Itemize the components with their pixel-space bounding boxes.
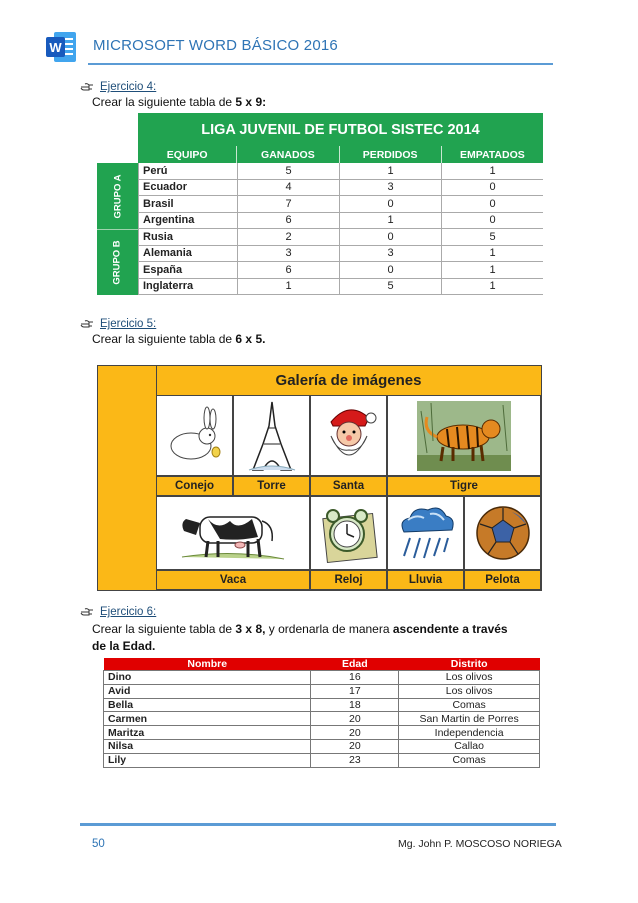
instruction-emphasis: ascendente a través [392,622,508,636]
lost-cell: 0 [339,196,441,212]
age-cell: 20 [311,712,399,726]
table-row [104,698,540,712]
draw-cell: 0 [441,213,543,229]
word-logo-icon [44,30,78,64]
won-cell: 3 [237,246,339,262]
table-row [138,229,543,246]
lost-cell: 1 [339,213,441,229]
santa-icon [317,400,381,472]
label-pelota: Pelota [464,570,541,590]
instruction-text: Crear la siguiente tabla de [92,622,236,636]
name-cell: Maritza [104,726,311,740]
won-cell: 7 [237,196,339,212]
table-row [138,262,543,279]
exercise4-heading-text: Ejercicio 4: [100,81,157,93]
label-conejo: Conejo [156,476,233,496]
won-cell: 5 [237,163,339,179]
label-lluvia: Lluvia [387,570,464,590]
name-cell: Nilsa [104,739,311,753]
draw-cell: 1 [441,163,543,179]
league-table-title: LIGA JUVENIL DE FUTBOL SISTEC 2014 [138,113,543,146]
col-nombre: Nombre [104,658,311,671]
footer-rule [80,823,556,826]
instruction-text: Crear la siguiente tabla de [92,332,236,346]
col-empatados: EMPATADOS [441,146,543,163]
table-row [138,196,543,213]
rain-image [387,496,464,570]
table-row [138,279,543,296]
soccer-ball-icon [472,502,534,564]
table-row [104,712,540,726]
name-cell: Bella [104,698,311,712]
team-cell: España [138,262,237,278]
district-cell: Los olivos [399,671,540,685]
age-cell: 20 [311,739,399,753]
district-cell: Comas [399,753,540,767]
instruction-size: 5 x 9: [235,95,267,109]
district-cell: Callao [399,739,540,753]
students-table-body [104,671,540,768]
exercise6-instruction [92,621,552,655]
students-table [103,658,540,768]
students-table-header [104,658,540,671]
table-row [138,163,543,180]
logo-letter: W [49,40,62,55]
group-b-label [97,229,138,295]
age-cell: 17 [311,684,399,698]
draw-cell: 1 [441,279,543,295]
group-a-text: GRUPO A [112,174,124,218]
table-row [104,739,540,753]
lost-cell: 3 [339,246,441,262]
group-a-label [97,163,138,229]
instruction-size: 3 x 8, [235,622,266,636]
table-row [138,180,543,197]
draw-cell: 1 [441,246,543,262]
col-edad: Edad [311,658,399,671]
exercise5-heading-text: Ejercicio 5: [100,318,157,330]
won-cell: 6 [237,213,339,229]
label-vaca: Vaca [156,570,310,590]
team-cell: Rusia [138,229,237,245]
draw-cell: 0 [441,180,543,196]
district-cell: San Martin de Porres [399,712,540,726]
exercise4-heading [80,81,156,93]
team-cell: Brasil [138,196,237,212]
won-cell: 6 [237,262,339,278]
footer-author: Mg. John P. MOSCOSO NORIEGA [398,838,562,850]
pointing-hand-icon [80,82,94,92]
pointing-hand-icon [80,607,94,617]
draw-cell: 5 [441,229,543,245]
age-cell: 23 [311,753,399,767]
draw-cell: 1 [441,262,543,278]
age-cell: 16 [311,671,399,685]
district-cell: Los olivos [399,684,540,698]
team-cell: Alemania [138,246,237,262]
clock-image [310,496,387,570]
rabbit-image [156,395,233,476]
table-row [138,213,543,230]
label-santa: Santa [310,476,387,496]
tiger-image [387,395,541,476]
won-cell: 4 [237,180,339,196]
football-league-table [97,113,543,295]
league-table-header [138,146,543,163]
tiger-icon [417,401,511,471]
label-reloj: Reloj [310,570,387,590]
lost-cell: 5 [339,279,441,295]
name-cell: Carmen [104,712,311,726]
table-row [104,684,540,698]
label-tigre: Tigre [387,476,541,496]
santa-image [310,395,387,476]
team-cell: Argentina [138,213,237,229]
label-torre: Torre [233,476,310,496]
lost-cell: 3 [339,180,441,196]
cow-icon [178,501,288,565]
rain-cloud-icon [394,502,458,564]
district-cell: Comas [399,698,540,712]
alarm-clock-icon [317,502,381,564]
header-title: MICROSOFT WORD BÁSICO 2016 [93,37,338,54]
col-equipo: EQUIPO [166,148,208,161]
league-table-body [138,163,543,295]
col-ganados: GANADOS [236,146,338,163]
table-row [104,753,540,767]
age-cell: 18 [311,698,399,712]
exercise4-instruction [92,95,266,109]
instruction-text-mid: y ordenarla de manera [265,622,393,636]
ball-image [464,496,541,570]
name-cell: Lily [104,753,311,767]
instruction-emphasis-line2: de la Edad. [92,639,156,653]
name-cell: Dino [104,671,311,685]
col-distrito: Distrito [399,658,540,671]
gallery-side-column [98,366,157,590]
won-cell: 2 [237,229,339,245]
age-cell: 20 [311,726,399,740]
cow-image [156,496,310,570]
lost-cell: 0 [339,262,441,278]
gallery-title: Galería de imágenes [156,366,541,396]
name-cell: Avid [104,684,311,698]
team-cell: Ecuador [138,180,237,196]
table-row [138,246,543,263]
lost-cell: 1 [339,163,441,179]
page-number: 50 [92,838,105,850]
rabbit-icon [163,406,227,466]
lost-cell: 0 [339,229,441,245]
table-row [104,726,540,740]
pointing-hand-icon [80,319,94,329]
instruction-size: 6 x 5. [235,332,266,346]
exercise5-instruction [92,332,265,346]
exercise6-heading-text: Ejercicio 6: [100,606,157,618]
won-cell: 1 [237,279,339,295]
header-rule [88,63,553,65]
instruction-text: Crear la siguiente tabla de [92,95,236,109]
eiffel-tower-icon [247,400,297,472]
exercise6-heading [80,606,156,618]
col-perdidos: PERDIDOS [339,146,441,163]
image-gallery-table [97,365,542,591]
table-row [104,671,540,685]
district-cell: Independencia [399,726,540,740]
group-b-text: GRUPO B [112,240,123,285]
eiffel-tower-image [233,395,310,476]
draw-cell: 0 [441,196,543,212]
team-cell: Perú [138,163,237,179]
exercise5-heading [80,318,156,330]
team-cell: Inglaterra [138,279,237,295]
